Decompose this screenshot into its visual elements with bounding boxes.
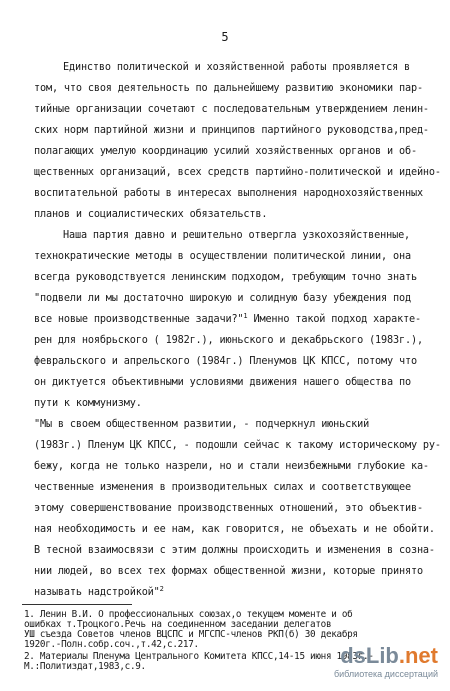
text-line: (1983г.) Пленум ЦК КПСС, - подошли сейчас к такому историческому ру- [34, 440, 441, 451]
text-line: бежу, когда не только назрели, но и стали неизбежными глубокие ка- [34, 461, 429, 472]
text-span: называть надстройкой" [34, 587, 160, 598]
text-line: тийные организации сочетают с последовательным утверждением ленин- [34, 104, 429, 115]
text-line: щественных организаций, всех средств партийно-политической и идейно- [34, 167, 441, 178]
text-line: февральского и апрельского (1984г.) Пленумов ЦК КПСС, потому что [34, 356, 417, 367]
text-line: "Мы в своем общественном развитии, - подчеркнул июньский [34, 419, 370, 430]
footnote-marker-1: 1 [243, 312, 248, 320]
watermark-subtitle: библиотека диссертаций [333, 669, 438, 679]
text-line: всегда руководствуется ленинским подходом, требующим точно знать [34, 272, 417, 283]
text-line: Наша партия давно и решительно отвергла узкохозяйственные, [63, 230, 411, 241]
text-line: ная необходимость и ее нам, как говорится, не объехать и не обойти. [34, 524, 435, 535]
quote-end-text: все новые производственные задачи?" [34, 314, 244, 325]
footnote-line: 1920г.-Полн.собр.соч.,т.42,с.217. [24, 639, 199, 650]
text-line [34, 314, 421, 326]
footnote-separator [22, 604, 132, 605]
footnote-line: 1. Ленин В.И. О профессиональных союзах,о текущем моменте и об [24, 609, 353, 620]
footnote-marker-2: 2 [159, 585, 164, 593]
text-line: В тесной взаимосвязи с этим должны происходить и изменения в созна- [34, 545, 435, 556]
text-line: том, что своя деятельность по дальнейшему развитию экономики пар- [34, 83, 423, 94]
footnote-line: М.:Политиздат,1983,с.9. [24, 661, 146, 672]
text-line: технократические методы в осуществлении политической линии, она [34, 251, 411, 262]
text-line: он диктуется объективными условиями движения нашего общества по [34, 377, 411, 388]
text-line: пути к коммунизму. [34, 398, 142, 409]
text-line: планов и социалистических обязательств. [34, 209, 268, 220]
text-line: Единство политической и хозяйственной работы проявляется в [63, 62, 411, 73]
footnote-line: ошибках т.Троцкого.Речь на соединенном заседании делегатов [24, 619, 332, 630]
text-line: полагающих умелую координацию усилий хозяйственных органов и об- [34, 146, 417, 157]
text-line: чественные изменения в производительных силах и соответствующее [34, 482, 411, 493]
watermark [308, 643, 438, 683]
text-span: Именно такой подход характе- [253, 314, 422, 325]
footnote-line: УШ съезда Советов членов ВЦСПС и МГСПС-членов РКП(б) 30 декабря [24, 629, 358, 640]
page-number: 5 [221, 30, 229, 44]
text-line [34, 587, 164, 599]
text-line: рен для ноябрьского ( 1982г.), июньского и декабрьского (1983г.), [34, 335, 423, 346]
watermark-logo-main: dsLib [340, 643, 399, 668]
text-line: нии людей, во всех тех формах общественной жизни, которые принято [34, 566, 423, 577]
text-line: "подвели ли мы достаточно широкую и солидную базу убеждения под [34, 293, 411, 304]
text-line: ских норм партийной жизни и принципов партийного руководства,пред- [34, 125, 429, 136]
text-line: воспитательной работы в интересах выполнения народнохозяйственных [34, 188, 423, 199]
watermark-logo [340, 643, 438, 669]
watermark-logo-suffix: .net [398, 643, 438, 668]
footnote-line: 2. Материалы Пленума Центрального Комитета КПСС,14-15 июня 1983г.- [24, 651, 374, 662]
text-line: этому совершенствование производственных отношений, это объектив- [34, 503, 423, 514]
